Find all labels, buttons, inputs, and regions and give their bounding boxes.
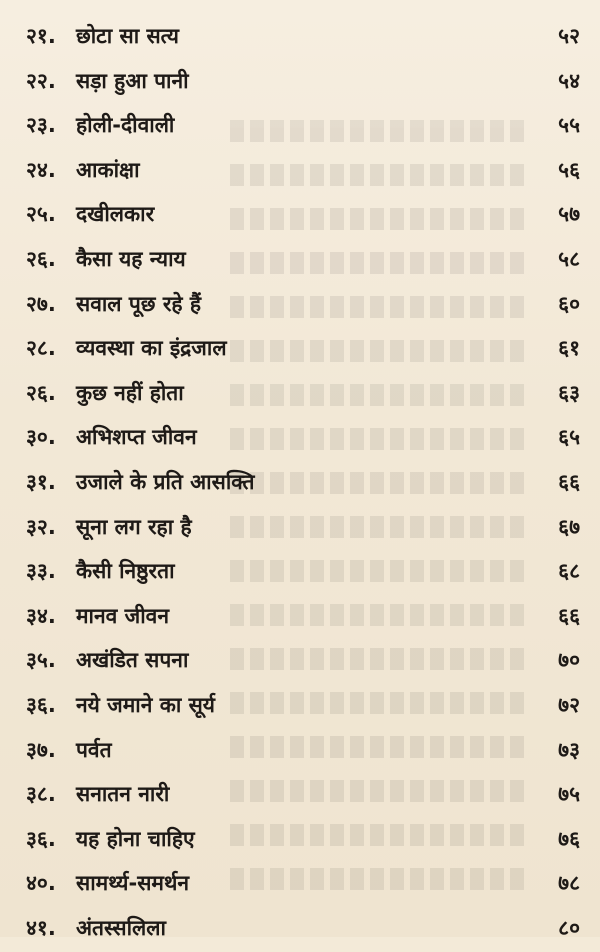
- toc-entry: [0, 863, 600, 908]
- toc-entry: [0, 774, 600, 819]
- toc-entry: [0, 150, 600, 195]
- page-number: ६८: [558, 559, 580, 584]
- page-number: ७८: [558, 871, 580, 896]
- page-number: ५५: [558, 113, 580, 138]
- chapter-title: उजाले के प्रति आसक्ति: [76, 469, 255, 494]
- page-number: ६६: [558, 603, 580, 628]
- chapter-title: आकांक्षा: [76, 157, 140, 182]
- chapter-title: अंतस्सलिला: [76, 915, 166, 940]
- chapter-number: ३५.: [26, 648, 56, 673]
- page-number: ६५: [558, 425, 580, 450]
- table-of-contents: [0, 16, 600, 952]
- page-number: ७६: [558, 826, 580, 851]
- page-number: ५६: [558, 157, 580, 182]
- chapter-number: ३०.: [26, 425, 56, 450]
- toc-entry: [0, 16, 600, 61]
- page-number: ६६: [558, 469, 580, 494]
- chapter-number: २६.: [26, 246, 56, 271]
- chapter-number: ३६.: [26, 826, 56, 851]
- toc-entry: [0, 284, 600, 329]
- chapter-title: सड़ा हुआ पानी: [76, 68, 189, 93]
- page-number: ६७: [558, 514, 580, 539]
- chapter-number: २३.: [26, 113, 56, 138]
- page-number: ७२: [558, 692, 580, 717]
- page-number: ५२: [558, 24, 580, 48]
- chapter-number: २१.: [26, 24, 56, 48]
- toc-entry: [0, 61, 600, 106]
- page-number: ६०: [558, 291, 580, 316]
- page-number: ६१: [558, 336, 580, 361]
- page-number: ६३: [558, 380, 580, 405]
- toc-entry: [0, 730, 600, 775]
- chapter-title: होली-दीवाली: [76, 113, 175, 138]
- chapter-title: छोटा सा सत्य: [76, 24, 179, 48]
- chapter-number: २८.: [26, 336, 56, 361]
- toc-entry: [0, 328, 600, 373]
- page-number: ८०: [558, 915, 580, 940]
- page-number: ५७: [558, 202, 580, 227]
- chapter-number: ३३.: [26, 559, 56, 584]
- chapter-number: २५.: [26, 202, 56, 227]
- chapter-title: दखीलकार: [76, 202, 155, 227]
- toc-entry: [0, 105, 600, 150]
- page-number: ५८: [558, 246, 580, 271]
- page-number: ५४: [558, 68, 580, 93]
- toc-entry: [0, 551, 600, 596]
- chapter-title: यह होना चाहिए: [76, 826, 195, 851]
- chapter-number: ३४.: [26, 603, 56, 628]
- chapter-title: कैसा यह न्याय: [76, 246, 186, 271]
- toc-entry: [0, 819, 600, 864]
- chapter-number: २६.: [26, 380, 56, 405]
- toc-entry: [0, 373, 600, 418]
- toc-entry: [0, 239, 600, 284]
- chapter-number: ४०.: [26, 871, 56, 896]
- toc-entry: [0, 596, 600, 641]
- chapter-title: अभिशप्त जीवन: [76, 425, 197, 450]
- chapter-number: ३८.: [26, 782, 56, 807]
- toc-entry: [0, 640, 600, 685]
- chapter-number: ३१.: [26, 469, 56, 494]
- chapter-title: सामर्थ्य-समर्थन: [76, 871, 190, 896]
- chapter-number: ४१.: [26, 915, 56, 940]
- chapter-number: ३२.: [26, 514, 56, 539]
- chapter-title: सूना लग रहा है: [76, 514, 192, 539]
- chapter-number: २४.: [26, 157, 56, 182]
- chapter-title: अखंडित सपना: [76, 648, 189, 673]
- toc-entry: [0, 507, 600, 552]
- toc-entry: [0, 417, 600, 462]
- chapter-title: व्यवस्था का इंद्रजाल: [76, 336, 227, 361]
- page-number: ७५: [558, 782, 580, 807]
- chapter-title: नये जमाने का सूर्य: [76, 692, 215, 717]
- toc-entry: [0, 462, 600, 507]
- page-number: ७०: [558, 648, 580, 673]
- page-number: ७३: [558, 737, 580, 762]
- chapter-title: मानव जीवन: [76, 603, 169, 628]
- chapter-title: सवाल पूछ रहे हैं: [76, 291, 202, 316]
- chapter-number: ३६.: [26, 692, 56, 717]
- chapter-number: २२.: [26, 68, 56, 93]
- chapter-title: सनातन नारी: [76, 782, 170, 807]
- chapter-number: २७.: [26, 291, 56, 316]
- toc-entry: [0, 908, 600, 952]
- chapter-title: कुछ नहीं होता: [76, 380, 184, 405]
- chapter-title: कैसी निष्ठुरता: [76, 559, 175, 584]
- chapter-number: ३७.: [26, 737, 56, 762]
- toc-entry: [0, 685, 600, 730]
- toc-entry: [0, 194, 600, 239]
- chapter-title: पर्वत: [76, 737, 112, 762]
